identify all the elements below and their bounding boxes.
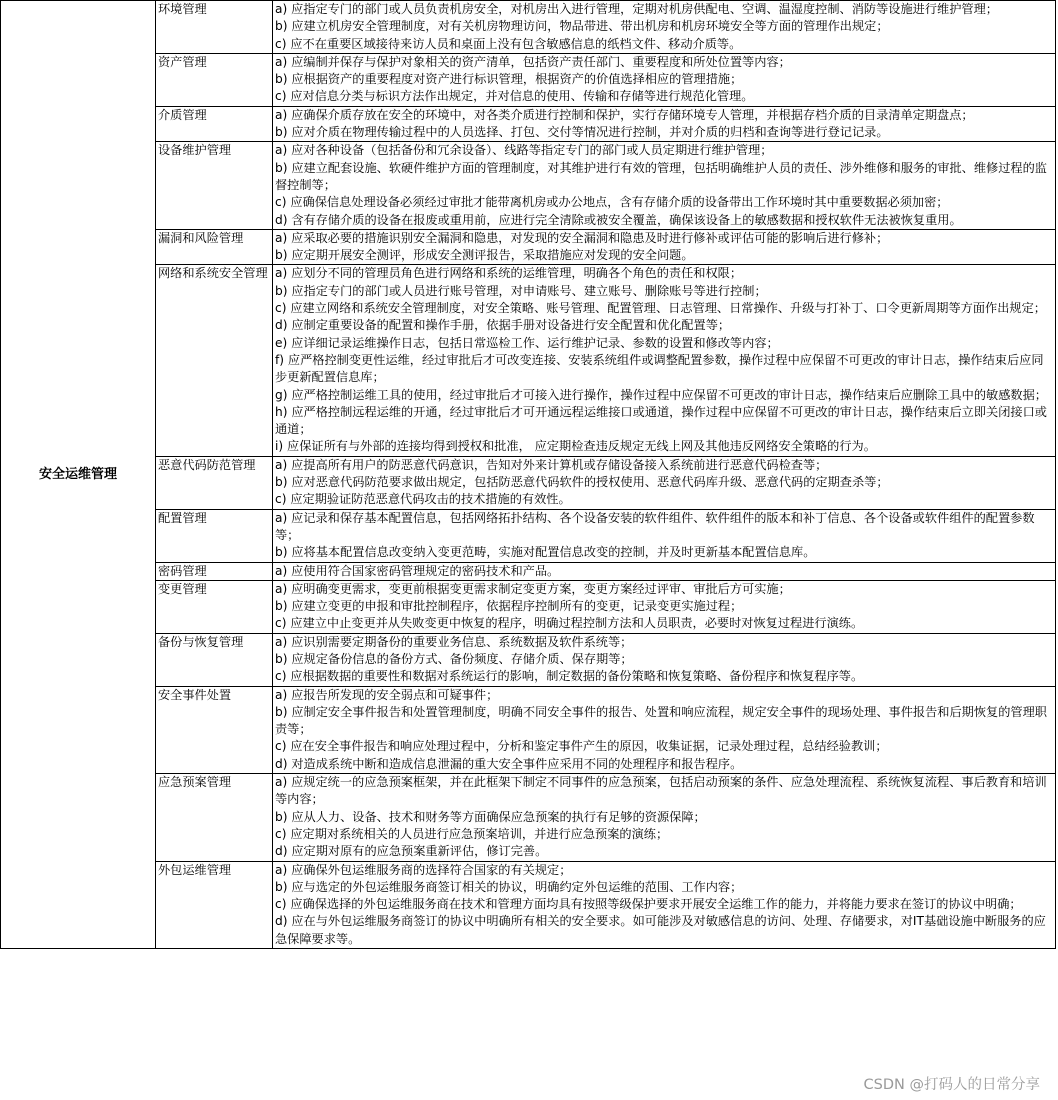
- requirements-cell: [273, 53, 1056, 106]
- requirement-item: d) 应制定重要设备的配置和操作手册，依据手册对设备进行安全配置和优化配置等；: [275, 318, 731, 333]
- table-row: [1, 456, 1056, 509]
- requirement-item: c) 应不在重要区域接待来访人员和桌面上没有包含敏感信息的纸档文件、移动介质等。: [275, 36, 742, 51]
- requirement-item: b) 应指定专门的部门或人员进行账号管理，对申请账号、建立账号、删除账号等进行控制；: [275, 283, 767, 298]
- subcategory-cell: 设备维护管理: [156, 142, 273, 229]
- subcategory-cell: 外包运维管理: [156, 861, 273, 948]
- requirement-item: a) 应划分不同的管理员角色进行网络和系统的运维管理，明确各个角色的责任和权限；: [275, 266, 743, 281]
- requirements-cell: [273, 686, 1056, 773]
- requirement-item: a) 应报告所发现的安全弱点和可疑事件；: [275, 687, 499, 702]
- requirements-table-body: [1, 1, 1056, 949]
- table-row: [1, 106, 1056, 142]
- requirement-item: e) 应详细记录运维操作日志，包括日常巡检工作、运行维护记录、参数的设置和修改等内容；: [275, 335, 779, 350]
- requirements-cell: [273, 229, 1056, 265]
- subcategory-cell: 恶意代码防范管理: [156, 456, 273, 509]
- requirement-item: b) 应与选定的外包运维服务商签订相关的协议，明确约定外包运维的范围、工作内容；: [275, 879, 743, 894]
- requirement-item: b) 应建立机房安全管理制度，对有关机房物理访问，物品带进、带出机房和机房环境安全等方面的管理作出规定；: [275, 19, 889, 34]
- requirement-item: b) 应定期开展安全测评，形成安全测评报告，采取措施应对发现的安全问题。: [275, 248, 694, 263]
- requirement-item: b) 应对恶意代码防范要求做出规定，包括防恶意代码软件的授权使用、恶意代码库升级、恶意代码的定期查杀等；: [275, 475, 889, 490]
- requirement-item: a) 应采取必要的措施识别安全漏洞和隐患，对发现的安全漏洞和隐患及时进行修补或评估可能的影响后进行修补；: [275, 230, 889, 245]
- requirement-item: c) 应对信息分类与标识方法作出规定，并对信息的使用、传输和存储等进行规范化管理。: [275, 89, 754, 104]
- subcategory-cell: 应急预案管理: [156, 774, 273, 861]
- requirements-cell: [273, 509, 1056, 562]
- table-row: [1, 509, 1056, 562]
- table-row: [1, 142, 1056, 229]
- subcategory-cell: 备份与恢复管理: [156, 633, 273, 686]
- requirement-item: g) 应严格控制运维工具的使用，经过审批后才可接入进行操作，操作过程中应保留不可更改的审计日志，操作结束后应删除工具中的敏感数据；: [275, 387, 1047, 402]
- requirement-item: a) 应记录和保存基本配置信息，包括网络拓扑结构、各个设备安装的软件组件、软件组件的版本和补丁信息、各个设备或软件组件的配置参数等；: [275, 510, 1035, 542]
- requirement-item: b) 应将基本配置信息改变纳入变更范畴，实施对配置信息改变的控制，并及时更新基本配置信息库。: [275, 545, 816, 560]
- requirement-item: c) 应建立中止变更并从失败变更中恢复的程序，明确过程控制方法和人员职责，必要时对恢复过程进行演练。: [275, 616, 864, 631]
- subcategory-cell: 资产管理: [156, 53, 273, 106]
- table-row: [1, 229, 1056, 265]
- requirement-item: c) 应定期对系统相关的人员进行应急预案培训，并进行应急预案的演练；: [275, 826, 669, 841]
- subcategory-cell: 密码管理: [156, 562, 273, 580]
- category-cell: 安全运维管理: [1, 1, 156, 949]
- requirement-item: f) 应严格控制变更性运维，经过审批后才可改变连接、安装系统组件或调整配置参数，操作过程中应保留不可更改的审计日志，操作结束后应同步更新配置信息库；: [275, 352, 1044, 385]
- requirement-item: b) 应规定备份信息的备份方式、备份频度、存储介质、保存期等；: [275, 651, 633, 666]
- table-row: [1, 580, 1056, 633]
- requirements-cell: [273, 1, 1056, 54]
- requirement-item: d) 应定期对原有的应急预案重新评估，修订完善。: [275, 844, 548, 859]
- requirement-item: b) 应根据资产的重要程度对资产进行标识管理，根据资产的价值选择相应的管理措施；: [275, 72, 743, 87]
- requirement-item: a) 应明确变更需求，变更前根据变更需求制定变更方案，变更方案经过评审、审批后方可实施；: [275, 581, 791, 596]
- table-row: [1, 53, 1056, 106]
- table-row: [1, 774, 1056, 861]
- requirement-item: c) 应定期验证防范恶意代码攻击的技术措施的有效性。: [275, 492, 571, 507]
- requirements-cell: [273, 265, 1056, 456]
- requirements-cell: [273, 456, 1056, 509]
- subcategory-cell: 变更管理: [156, 580, 273, 633]
- requirements-cell: [273, 774, 1056, 861]
- table-row: [1, 861, 1056, 948]
- requirement-item: a) 应提高所有用户的防恶意代码意识，告知对外来计算机或存储设备接入系统前进行恶意代码检查等；: [275, 457, 828, 472]
- requirement-item: i) 应保证所有与外部的连接均得到授权和批准， 应定期检查违反规定无线上网及其他违反网络安全策略的行为。: [275, 439, 876, 454]
- requirement-item: a) 应使用符合国家密码管理规定的密码技术和产品。: [275, 563, 560, 578]
- requirements-cell: [273, 106, 1056, 142]
- requirement-item: a) 应确保介质存放在安全的环境中，对各类介质进行控制和保护，实行存储环境专人管理，并根据存档介质的目录清单定期盘点；: [275, 107, 974, 122]
- requirement-item: a) 应确保外包运维服务商的选择符合国家的有关规定；: [275, 862, 572, 877]
- requirements-cell: [273, 562, 1056, 580]
- requirement-item: a) 应编制并保存与保护对象相关的资产清单，包括资产责任部门、重要程度和所处位置等内容；: [275, 54, 791, 69]
- requirement-item: c) 应根据数据的重要性和数据对系统运行的影响，制定数据的备份策略和恢复策略、备份程序和恢复程序等。: [275, 669, 864, 684]
- requirement-item: c) 应在安全事件报告和响应处理过程中，分析和鉴定事件产生的原因，收集证据，记录处理过程，总结经验教训；: [275, 739, 888, 754]
- watermark: CSDN @打码人的日常分享: [863, 1077, 1040, 1093]
- subcategory-cell: 漏洞和风险管理: [156, 229, 273, 265]
- requirement-item: d) 应在与外包运维服务商签订的协议中明确所有相关的安全要求。如可能涉及对敏感信息的访问、处理、存储要求，对IT基础设施中断服务的应急保障要求等。: [275, 914, 1046, 946]
- requirements-cell: [273, 580, 1056, 633]
- requirement-item: d) 对造成系统中断和造成信息泄漏的重大安全事件应采用不同的处理程序和报告程序。: [275, 756, 743, 771]
- requirement-item: b) 应制定安全事件报告和处置管理制度，明确不同安全事件的报告、处置和响应流程，规定安全事件的现场处理、事件报告和后期恢复的管理职责等；: [275, 704, 1047, 737]
- requirement-item: a) 应规定统一的应急预案框架，并在此框架下制定不同事件的应急预案，包括启动预案的条件、应急处理流程、系统恢复流程、事后教育和培训等内容；: [275, 775, 1047, 807]
- requirement-item: b) 应建立配套设施、软硬件维护方面的管理制度，对其维护进行有效的管理，包括明确维护人员的责任、涉外维修和服务的审批、维修过程的监督控制等；: [275, 160, 1047, 192]
- subcategory-cell: 网络和系统安全管理: [156, 265, 273, 456]
- requirement-item: c) 应确保选择的外包运维服务商在技术和管理方面均具有按照等级保护要求开展安全运维工作的能力，并将能力要求在签订的协议中明确；: [275, 897, 1022, 912]
- subcategory-cell: 介质管理: [156, 106, 273, 142]
- requirement-item: h) 应严格控制远程运维的开通，经过审批后才可开通远程运维接口或通道，操作过程中应保留不可更改的审计日志，操作结束后立即关闭接口或通道；: [275, 404, 1047, 437]
- requirement-item: b) 应从人力、设备、技术和财务等方面确保应急预案的执行有足够的资源保障；: [275, 809, 706, 824]
- requirements-cell: [273, 633, 1056, 686]
- requirement-item: a) 应对各种设备（包括备份和冗余设备）、线路等指定专门的部门或人员定期进行维护管理；: [275, 143, 773, 158]
- requirement-item: b) 应建立变更的申报和审批控制程序，依据程序控制所有的变更，记录变更实施过程；: [275, 599, 743, 614]
- subcategory-cell: 安全事件处置: [156, 686, 273, 773]
- requirements-cell: [273, 142, 1056, 229]
- subcategory-cell: 配置管理: [156, 509, 273, 562]
- requirement-item: a) 应指定专门的部门或人员负责机房安全，对机房出入进行管理，定期对机房供配电、空调、温湿度控制、消防等设施进行维护管理；: [275, 2, 998, 16]
- requirement-item: c) 应建立网络和系统安全管理制度，对安全策略、账号管理、配置管理、日志管理、日常操作、升级与打补丁、口令更新周期等方面作出规定；: [275, 301, 1046, 316]
- table-row: [1, 562, 1056, 580]
- table-row: [1, 633, 1056, 686]
- requirements-cell: [273, 861, 1056, 948]
- table-row: [1, 1, 1056, 54]
- requirement-item: b) 应对介质在物理传输过程中的人员选择、打包、交付等情况进行控制，并对介质的归档和查询等进行登记记录。: [275, 125, 889, 140]
- requirement-item: c) 应确保信息处理设备必须经过审批才能带离机房或办公地点，含有存储介质的设备带出工作环境时其中重要数据必须加密；: [275, 195, 949, 210]
- table-row: [1, 265, 1056, 456]
- requirement-item: a) 应识别需要定期备份的重要业务信息、系统数据及软件系统等；: [275, 634, 633, 649]
- requirement-item: d) 含有存储介质的设备在报废或重用前，应进行完全清除或被安全覆盖，确保该设备上的敏感数据和授权软件无法被恢复重用。: [275, 212, 962, 227]
- table-row: [1, 686, 1056, 773]
- subcategory-cell: 环境管理: [156, 1, 273, 54]
